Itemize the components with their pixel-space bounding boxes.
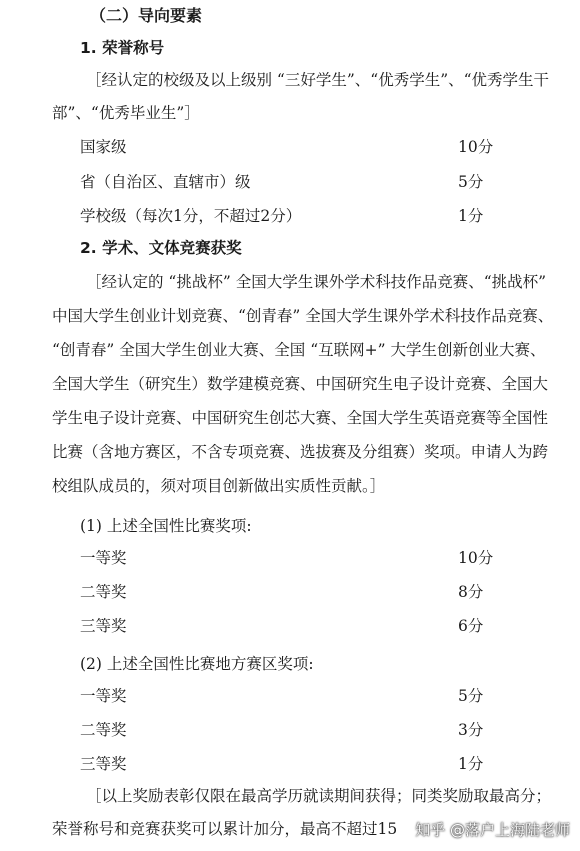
heading-competition-awards: 2. 学术、文体竞赛获奖 bbox=[80, 239, 242, 257]
award-row-score: 5分 bbox=[458, 687, 484, 705]
award-row-label: 一等奖 bbox=[80, 549, 127, 567]
award-row-score: 6分 bbox=[458, 617, 484, 635]
honor-note-line-1: ［经认定的校级及以上级别 “三好学生”、“优秀学生”、“优秀学生干 bbox=[86, 71, 550, 89]
competition-note-line: ［经认定的 “挑战杯” 全国大学生课外学术科技作品竞赛、“挑战杯” bbox=[86, 273, 547, 291]
footer-note-line-2: 荣誉称号和竞赛获奖可以累计加分，最高不超过15 bbox=[52, 820, 398, 838]
footer-note-line-1: ［以上奖励表彰仅限在最高学历就读期间获得；同类奖励取最高分； bbox=[86, 787, 552, 805]
honor-row-label: 国家级 bbox=[80, 138, 127, 156]
award-row-label: 三等奖 bbox=[80, 617, 127, 635]
award-row-label: 一等奖 bbox=[80, 687, 127, 705]
competition-note-line: 全国大学生（研究生）数学建模竞赛、中国研究生电子设计竞赛、全国大 bbox=[52, 375, 549, 393]
honor-note-line-2: 部”、“优秀毕业生”］ bbox=[52, 104, 200, 122]
award-row-score: 3分 bbox=[458, 721, 484, 739]
award-row-score: 10分 bbox=[458, 549, 494, 567]
national-awards-subtitle: (1) 上述全国性比赛奖项: bbox=[80, 517, 252, 535]
regional-awards-subtitle: (2) 上述全国性比赛地方赛区奖项: bbox=[80, 655, 314, 673]
competition-note-line: 比赛（含地方赛区，不含专项竞赛、选拔赛及分组赛）奖项。申请人为跨 bbox=[52, 443, 549, 461]
award-row-label: 二等奖 bbox=[80, 721, 127, 739]
award-row-label: 三等奖 bbox=[80, 755, 127, 773]
honor-row-score: 1分 bbox=[458, 207, 484, 225]
honor-row-label: 学校级（每次1分，不超过2分） bbox=[80, 207, 302, 225]
zhihu-watermark: 知乎 @落户上海陆老师 bbox=[415, 821, 570, 839]
competition-note-line: 中国大学生创业计划竞赛、“创青春” 全国大学生课外学术科技作品竞赛、 bbox=[52, 307, 554, 325]
heading-honor-titles: 1. 荣誉称号 bbox=[80, 39, 165, 57]
honor-row-score: 10分 bbox=[458, 138, 494, 156]
section-title: （二）导向要素 bbox=[90, 6, 203, 25]
competition-note-line: “创青春” 全国大学生创业大赛、全国 “互联网+” 大学生创新创业大赛、 bbox=[52, 341, 546, 359]
competition-note-line: 学生电子设计竞赛、中国研究生创芯大赛、全国大学生英语竞赛等全国性 bbox=[52, 409, 549, 427]
award-row-score: 1分 bbox=[458, 755, 484, 773]
award-row-score: 8分 bbox=[458, 583, 484, 601]
competition-note-line: 校组队成员的，须对项目创新做出实质性贡献。］ bbox=[52, 477, 386, 495]
honor-row-score: 5分 bbox=[458, 173, 484, 191]
honor-row-label: 省（自治区、直辖市）级 bbox=[80, 173, 251, 191]
award-row-label: 二等奖 bbox=[80, 583, 127, 601]
